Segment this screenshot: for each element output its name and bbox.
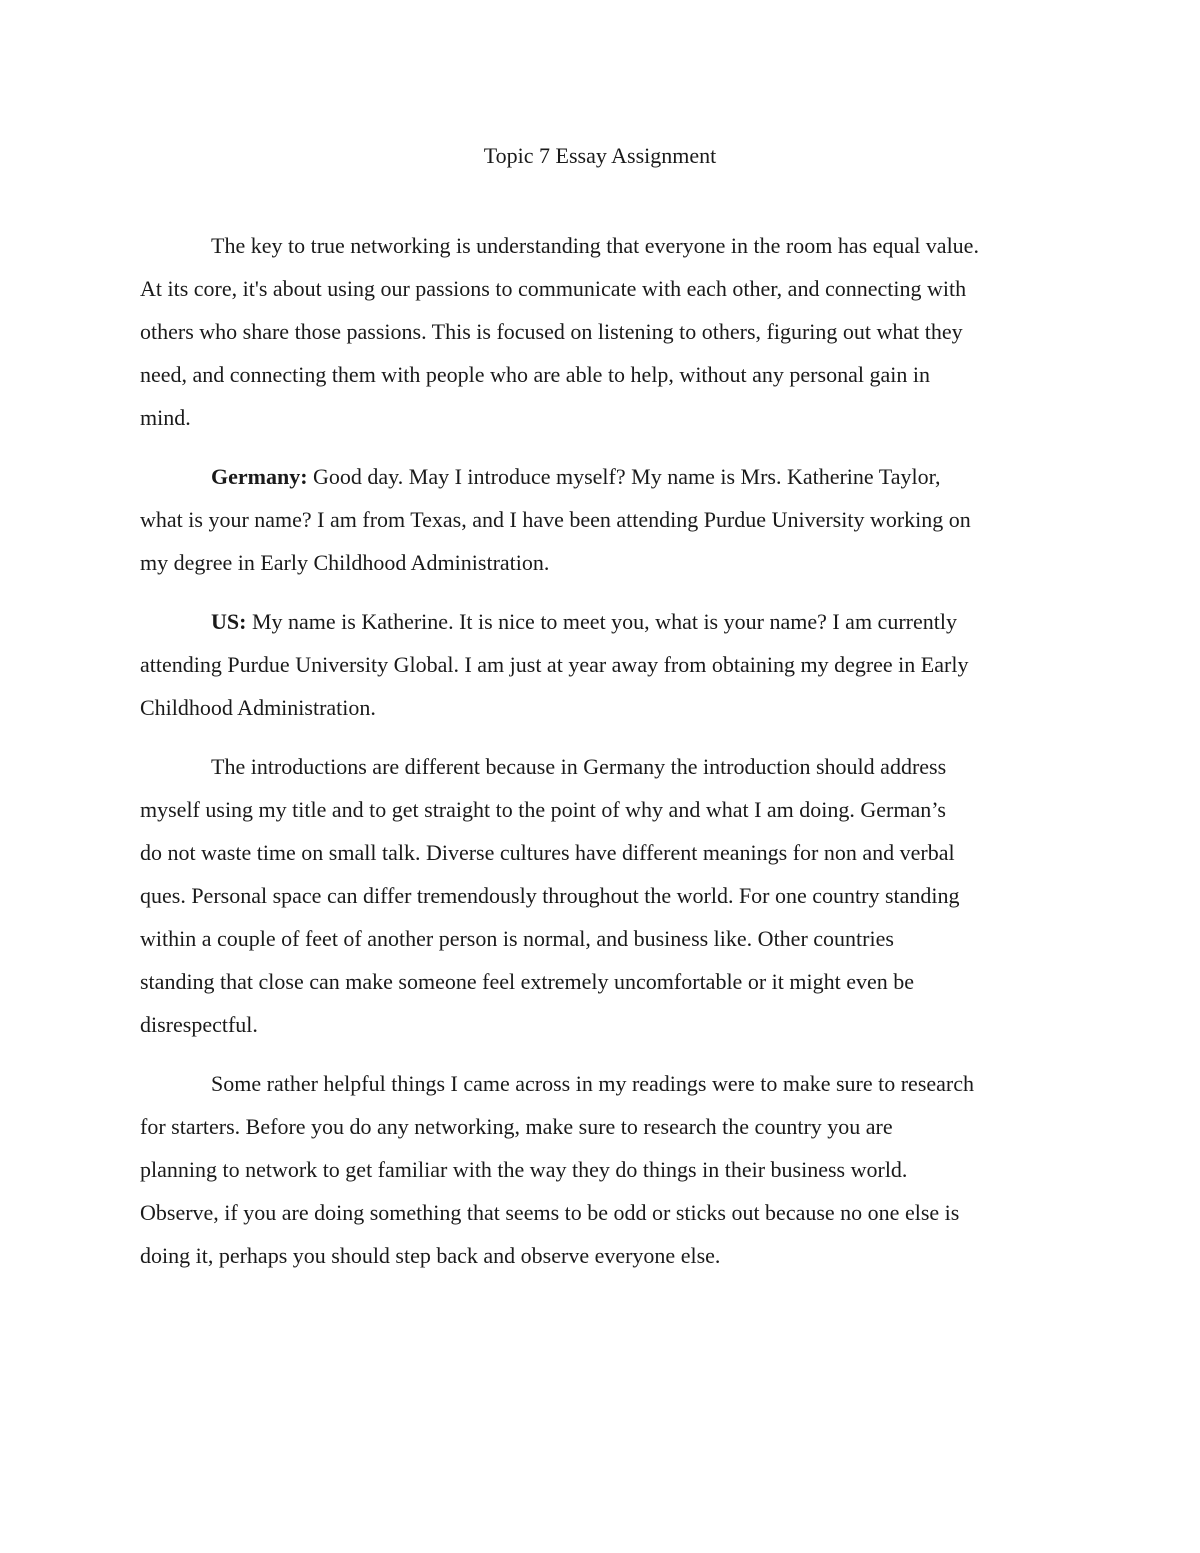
paragraph-line: mind. — [140, 405, 191, 430]
paragraph-line: others who share those passions. This is focused on listening to others, figuring out what they — [140, 319, 963, 344]
paragraph-line — [140, 600, 1070, 643]
paragraph-line: At its core, it's about using our passions to communicate with each other, and connecting with — [140, 276, 967, 301]
paragraph-line: my degree in Early Childhood Administration. — [140, 550, 550, 575]
paragraph-line: do not waste time on small talk. Diverse cultures have different meanings for non and verbal — [140, 840, 955, 865]
germany-label: Germany: — [211, 464, 308, 489]
paragraph-line: planning to network to get familiar with the way they do things in their business world. — [140, 1157, 908, 1182]
paragraph-us — [140, 600, 1070, 729]
paragraph-germany — [140, 455, 1070, 584]
paragraph-line: Some rather helpful things I came across in my readings were to make sure to research — [211, 1071, 975, 1096]
document-title: Topic 7 Essay Assignment — [483, 143, 717, 168]
paragraph-line: disrespectful. — [140, 1012, 258, 1037]
paragraph-comparison — [140, 745, 1070, 1046]
paragraph-line-text: Good day. May I introduce myself? My name is Mrs. Katherine Taylor, — [307, 464, 941, 489]
paragraph-line: doing it, perhaps you should step back and observe everyone else. — [140, 1243, 721, 1268]
paragraph-line — [140, 455, 1070, 498]
paragraph-tips — [140, 1062, 1070, 1277]
paragraph-line: ques. Personal space can differ tremendously throughout the world. For one country standing — [140, 883, 960, 908]
paragraph-line: Observe, if you are doing something that seems to be odd or sticks out because no one else is — [140, 1200, 960, 1225]
paragraph-line: need, and connecting them with people who are able to help, without any personal gain in — [140, 362, 930, 387]
essay-body — [140, 224, 1070, 1293]
paragraph-line: what is your name? I am from Texas, and I have been attending Purdue University working on — [140, 507, 971, 532]
paragraph-intro — [140, 224, 1070, 439]
paragraph-line: attending Purdue University Global. I am just at year away from obtaining my degree in Early — [140, 652, 969, 677]
paragraph-line: within a couple of feet of another person is normal, and business like. Other countries — [140, 926, 894, 951]
paragraph-line: for starters. Before you do any networking, make sure to research the country you are — [140, 1114, 893, 1139]
paragraph-line: The key to true networking is understanding that everyone in the room has equal value. — [211, 233, 979, 258]
paragraph-line: Childhood Administration. — [140, 695, 376, 720]
paragraph-line-text: My name is Katherine. It is nice to meet you, what is your name? I am currently — [246, 609, 957, 634]
us-label: US: — [211, 609, 247, 634]
paragraph-line: myself using my title and to get straight to the point of why and what I am doing. German’s — [140, 797, 946, 822]
paragraph-line: The introductions are different because in Germany the introduction should address — [211, 754, 947, 779]
paragraph-line: standing that close can make someone feel extremely uncomfortable or it might even be — [140, 969, 915, 994]
